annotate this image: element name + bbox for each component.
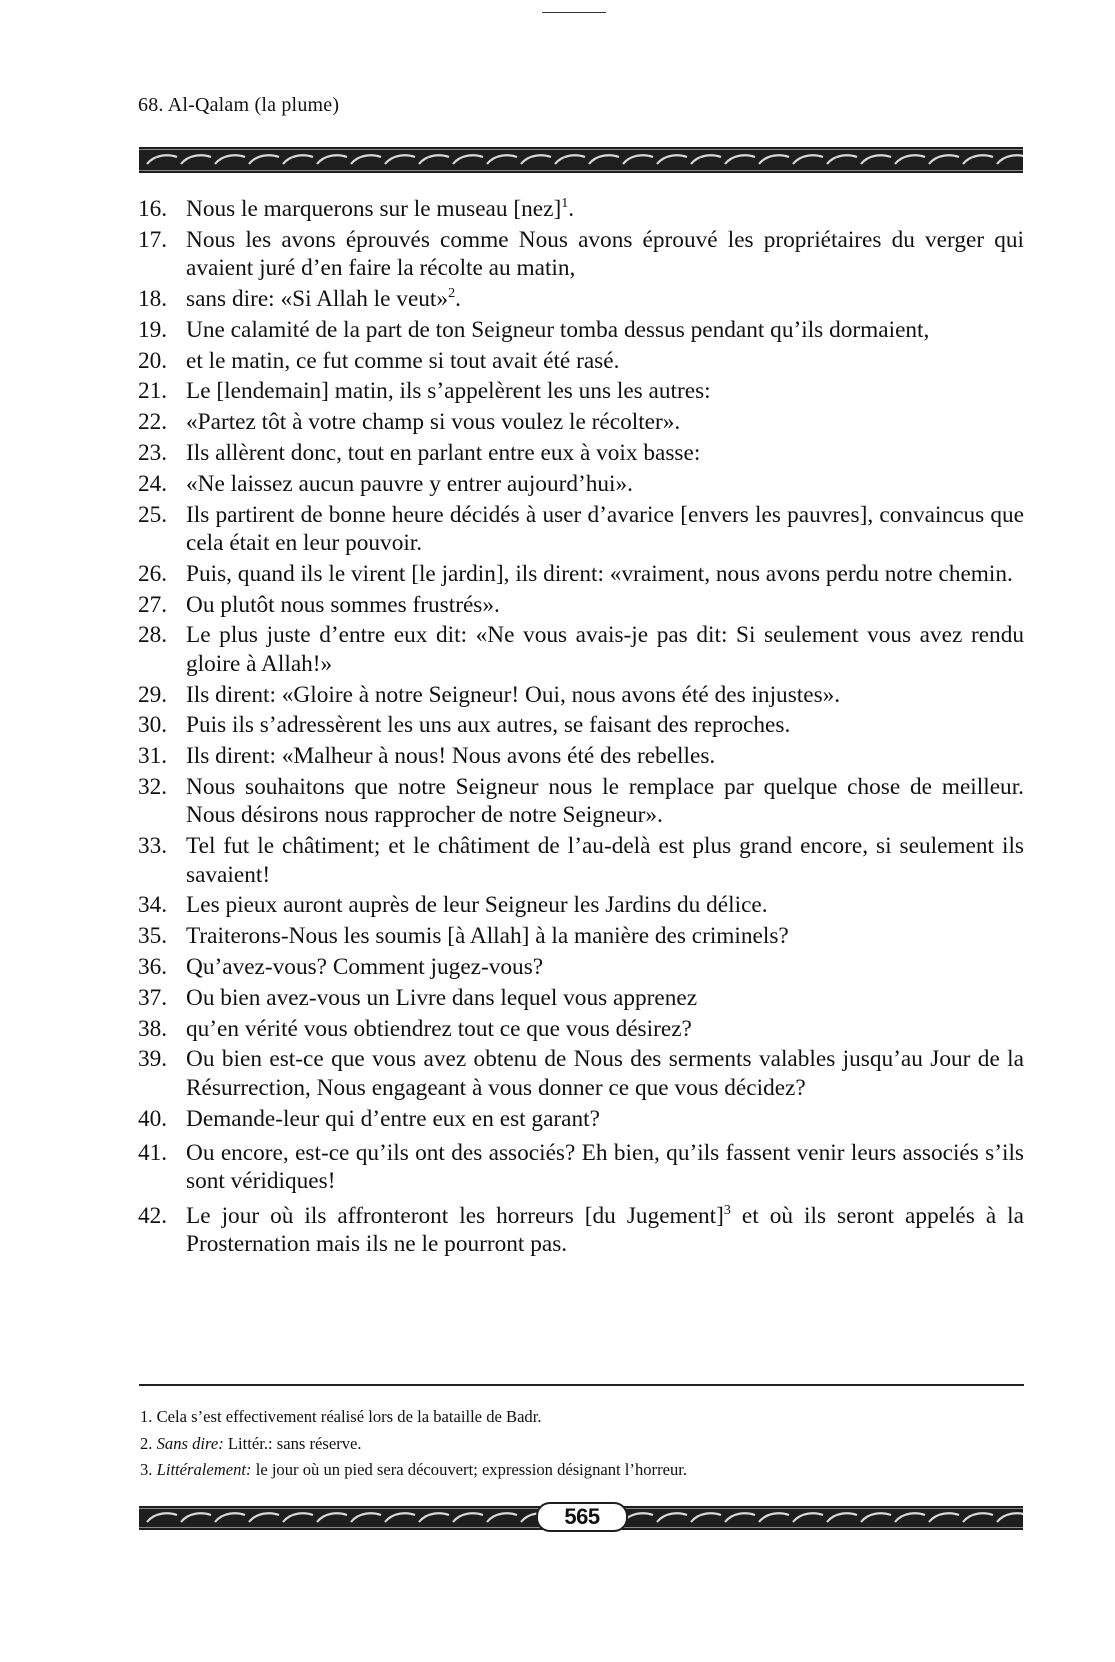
verse-text xyxy=(186,832,1024,889)
footnote-rule xyxy=(139,1384,1024,1386)
verse-text-main: Ou plutôt nous sommes frustrés». xyxy=(186,591,500,618)
footnote xyxy=(140,1431,1020,1458)
verse-text-main: Les pieux auront auprès de leur Seigneur les Jardins du délice. xyxy=(186,892,768,919)
verse-text xyxy=(186,439,1024,467)
verse-number: 17. xyxy=(138,226,168,253)
verse-text xyxy=(186,347,1024,375)
verse-text-main: Ils partirent de bonne heure décidés à user d’avarice [envers les pauvres], convaincus que cela était en leur pouvoir. xyxy=(186,501,1024,556)
verse-number: 41. xyxy=(138,1139,168,1166)
verse xyxy=(138,922,1024,950)
verse xyxy=(138,711,1024,739)
verse-number: 31. xyxy=(138,743,168,770)
footnote-text: Cela s’est effectivement réalisé lors de la bataille de Badr. xyxy=(156,1407,542,1426)
verse-text xyxy=(186,501,1024,558)
verse-text xyxy=(186,470,1024,498)
footnote-text: Littér.: sans réserve. xyxy=(227,1433,362,1453)
verse xyxy=(138,377,1024,405)
verse-text-tail: . xyxy=(568,196,575,222)
verse-text-main: sans dire: «Si Allah le veut» xyxy=(186,286,449,312)
verse xyxy=(138,1015,1024,1043)
verse-text xyxy=(186,1139,1024,1196)
verse xyxy=(138,591,1024,619)
footnote-text: le jour où un pied sera découvert; expression désignant l’horreur. xyxy=(255,1460,688,1479)
footnote xyxy=(140,1404,1020,1431)
verse-number: 22. xyxy=(138,409,168,436)
verse-text xyxy=(186,316,1024,344)
verse-number: 27. xyxy=(138,591,168,618)
verse-number: 35. xyxy=(138,923,168,950)
footnote-ref: 3 xyxy=(723,1202,731,1218)
verse-text-main: «Ne laissez aucun pauvre y entrer aujourd’hui». xyxy=(186,470,633,497)
verse xyxy=(138,347,1024,375)
verse-text-main: qu’en vérité vous obtiendrez tout ce que vous désirez? xyxy=(186,1015,692,1042)
page-header: 68. Al-Qalam (la plume) xyxy=(138,94,340,116)
verse xyxy=(138,560,1024,588)
verse-text-main: Puis, quand ils le virent [le jardin], ils dirent: «vraiment, nous avons perdu notre chemin. xyxy=(186,560,1013,587)
verse-text xyxy=(186,377,1024,405)
verse-number: 18. xyxy=(138,286,168,312)
verse-number: 37. xyxy=(138,984,168,1011)
verse-text-main: Nous le marquerons sur le museau [nez] xyxy=(186,196,562,222)
verse-text xyxy=(186,591,1024,619)
verse-text xyxy=(186,1105,1024,1133)
verse-number: 40. xyxy=(138,1105,168,1132)
verse xyxy=(138,408,1024,436)
verse-text-main: Ou bien avez-vous un Livre dans lequel vous apprenez xyxy=(186,984,698,1011)
verse xyxy=(138,773,1024,830)
verse-text-main: Le [lendemain] matin, ils s’appelèrent les uns les autres: xyxy=(186,378,711,405)
verse-number: 36. xyxy=(138,953,168,980)
verse-number: 42. xyxy=(138,1202,168,1229)
verse-number: 16. xyxy=(138,196,168,222)
verse xyxy=(138,285,1024,313)
verse-text xyxy=(186,1202,1024,1259)
verse-number: 34. xyxy=(138,892,168,919)
verse-text-main: Nous souhaitons que notre Seigneur nous le remplace par quelque chose de meilleur. Nous désirons nous rapprocher de notre Seigneur». xyxy=(186,773,1024,829)
page-number: 565 xyxy=(536,1502,628,1532)
verse-number: 21. xyxy=(138,378,168,405)
verse-text-main: Demande-leur qui d’entre eux en est garant? xyxy=(186,1105,600,1132)
verse-number: 28. xyxy=(138,622,168,649)
verse xyxy=(138,316,1024,344)
verse-text-main: Une calamité de la part de ton Seigneur tomba dessus pendant qu’ils dormaient, xyxy=(186,316,930,343)
verse-text xyxy=(186,408,1024,436)
verse-text xyxy=(186,984,1024,1012)
verse xyxy=(138,681,1024,709)
verse-number: 23. xyxy=(138,439,168,466)
verse-number: 25. xyxy=(138,501,168,528)
verse xyxy=(138,470,1024,498)
footnote xyxy=(140,1457,1020,1484)
verse-text xyxy=(186,1045,1024,1102)
verse-text-main: Ils allèrent donc, tout en parlant entre eux à voix basse: xyxy=(186,439,701,466)
verse xyxy=(138,1105,1024,1133)
top-rule xyxy=(542,12,606,13)
verse xyxy=(138,501,1024,558)
footnote-number: 3. xyxy=(140,1460,153,1479)
ornament-band-top xyxy=(139,147,1023,173)
verse-text-main: Ils dirent: «Malheur à nous! Nous avons été des rebelles. xyxy=(186,743,716,770)
verse-text xyxy=(186,711,1024,739)
verse-number: 20. xyxy=(138,347,168,374)
verse-text-main: Ou bien est-ce que vous avez obtenu de Nous des serments valables jusqu’au Jour de la Résurrection, Nous engageant à vous donner ce que vous décidez? xyxy=(186,1046,1024,1101)
verse-number: 26. xyxy=(138,560,168,587)
footnote-ref: 1 xyxy=(561,196,569,211)
verse-text-main: Le plus juste d’entre eux dit: «Ne vous avais-je pas dit: Si seulement vous avez rendu gloire à Allah!» xyxy=(186,622,1024,677)
verse-text-main: et le matin, ce fut comme si tout avait été rasé. xyxy=(186,347,620,374)
verse-number: 19. xyxy=(138,316,168,343)
verse-number: 38. xyxy=(138,1015,168,1042)
verse xyxy=(138,195,1024,223)
verse-text-tail: . xyxy=(455,286,461,312)
verse-list xyxy=(138,195,1024,1261)
verse-text xyxy=(186,560,1024,588)
verse-text xyxy=(186,953,1024,981)
verse-text-main: Tel fut le châtiment; et le châtiment de l’au-delà est plus grand encore, si seulement ils savaient! xyxy=(186,833,1024,888)
verse-text-main: Qu’avez-vous? Comment jugez-vous? xyxy=(186,953,544,980)
verse xyxy=(138,1202,1024,1259)
verse xyxy=(138,621,1024,678)
verse-text-main: Le jour où ils affronteront les horreurs [du Jugement] xyxy=(186,1202,724,1229)
verse-text-main: Ou encore, est-ce qu’ils ont des associés? Eh bien, qu’ils fassent venir leurs associés s’ils sont véridiques! xyxy=(186,1139,1024,1195)
verse-number: 32. xyxy=(138,773,168,800)
verse-text-main: Traiterons-Nous les soumis [à Allah] à la manière des criminels? xyxy=(186,923,789,950)
verse xyxy=(138,832,1024,889)
verse-text xyxy=(186,621,1024,678)
verse-text-main: Nous les avons éprouvés comme Nous avons éprouvé les propriétaires du verger qui avaient juré d’en faire la récolte au matin, xyxy=(186,226,1024,282)
verse-text xyxy=(186,922,1024,950)
verse xyxy=(138,742,1024,770)
footnote-number: 2. xyxy=(140,1433,153,1453)
verse-text xyxy=(186,195,1024,223)
verse-text xyxy=(186,742,1024,770)
footnote-number: 1. xyxy=(140,1407,153,1426)
verse-number: 39. xyxy=(138,1046,168,1073)
verse-text-main: «Partez tôt à votre champ si vous voulez le récolter». xyxy=(186,409,681,436)
verse-text xyxy=(186,681,1024,709)
verse xyxy=(138,984,1024,1012)
verse xyxy=(138,439,1024,467)
verse-text-main: Puis ils s’adressèrent les uns aux autres, se faisant des reproches. xyxy=(186,712,791,739)
footnote-label: Sans dire: xyxy=(156,1433,224,1453)
footnotes xyxy=(140,1404,1020,1484)
verse-number: 33. xyxy=(138,833,168,860)
verse xyxy=(138,226,1024,283)
verse xyxy=(138,1139,1024,1196)
verse xyxy=(138,1045,1024,1102)
footnote-ref: 2 xyxy=(448,286,456,301)
verse-text-tail: et où ils seront appelés à la Prosternation mais ils ne le pourront pas. xyxy=(186,1202,1024,1258)
verse-text xyxy=(186,891,1024,919)
verse-number: 29. xyxy=(138,681,168,708)
footnote-label: Littéralement: xyxy=(156,1460,252,1479)
verse-text xyxy=(186,285,1024,313)
verse xyxy=(138,953,1024,981)
verse-number: 24. xyxy=(138,470,168,497)
verse-text xyxy=(186,773,1024,830)
verse-text-main: Ils dirent: «Gloire à notre Seigneur! Oui, nous avons été des injustes». xyxy=(186,681,841,708)
verse-text xyxy=(186,226,1024,283)
verse xyxy=(138,891,1024,919)
verse-number: 30. xyxy=(138,712,168,739)
verse-text xyxy=(186,1015,1024,1043)
